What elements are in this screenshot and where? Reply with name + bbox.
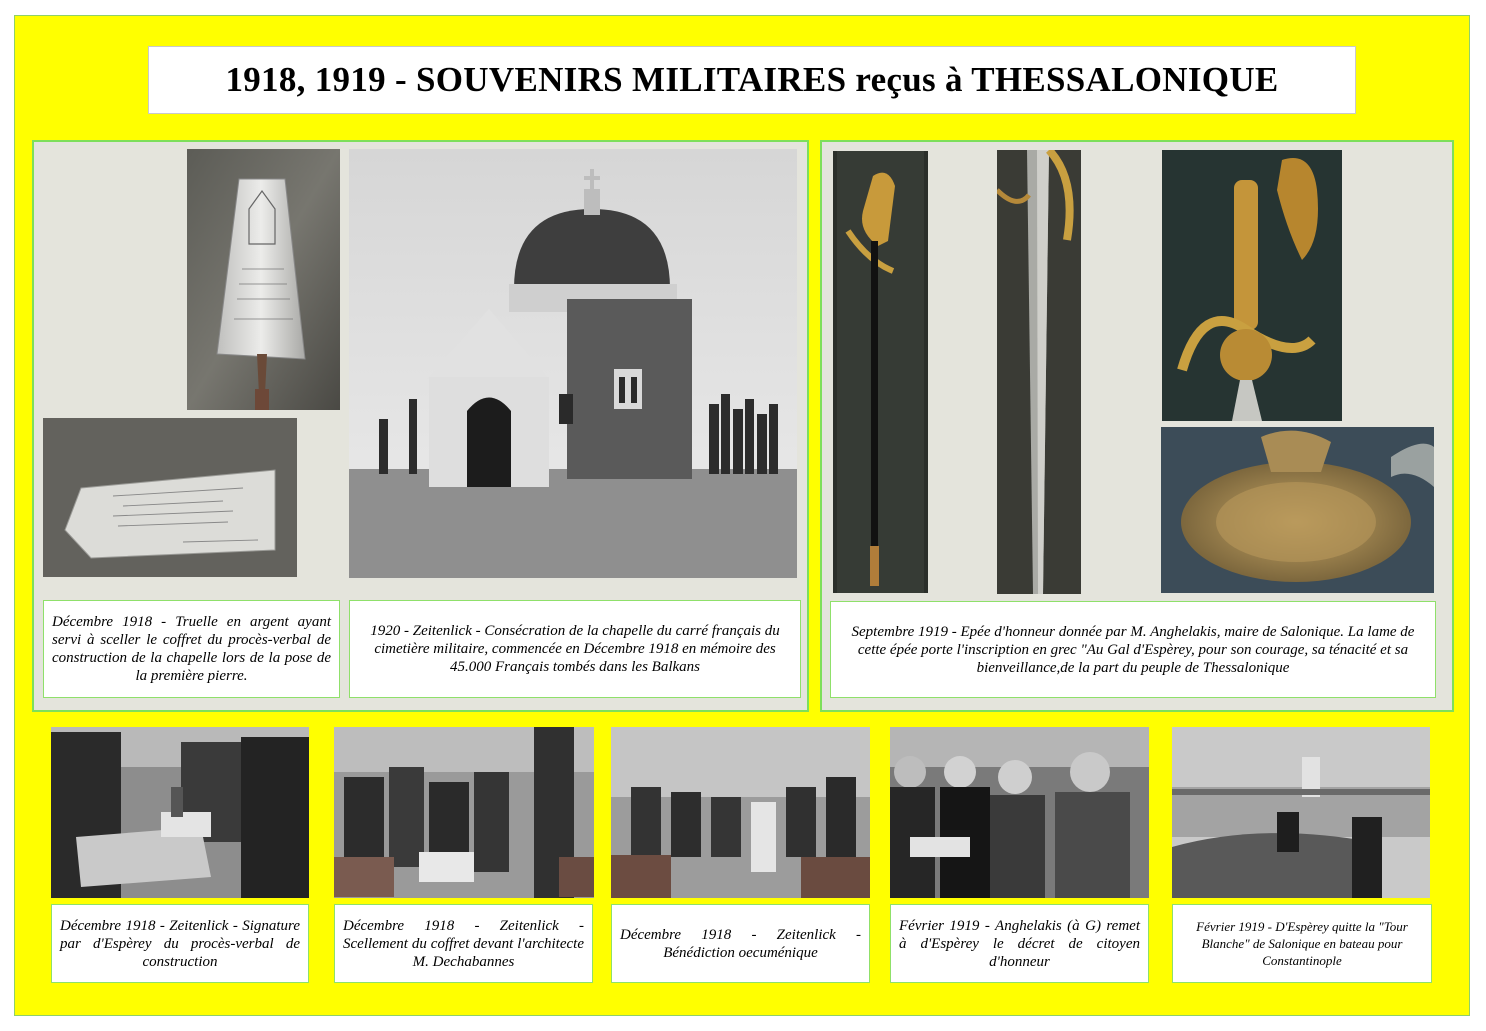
caption-sword: Septembre 1919 - Epée d'honneur donnée par M. Anghelakis, maire de Salonique. La lame de cette épée porte l'inscription en grec "Au Gal d'Espèrey, pour son courage, sa ténacité et sa bienveillance,de la part du peuple de Thessalonique	[830, 601, 1436, 698]
photo-sealing	[334, 727, 594, 898]
photo-sword-hilt	[1162, 150, 1342, 421]
photo-blessing	[611, 727, 870, 898]
caption-sealing: Décembre 1918 - Zeitenlick - Scellement du coffret devant l'architecte M. Dechabannes	[334, 904, 593, 983]
photo-trowel-vertical	[187, 149, 340, 410]
caption-signature: Décembre 1918 - Zeitenlick - Signature par d'Espèrey du procès-verbal de construction	[51, 904, 309, 983]
caption-trowel: Décembre 1918 - Truelle en argent ayant servi à sceller le coffret du procès-verbal de construction de la chapelle lors de la pose de la première pierre.	[43, 600, 340, 698]
page-title: 1918, 1919 - SOUVENIRS MILITAIRES reçus à THESSALONIQUE	[148, 46, 1356, 114]
photo-departure	[1172, 727, 1430, 898]
caption-chapel: 1920 - Zeitenlick - Consécration de la chapelle du carré français du cimetière militaire, commencée en Décembre 1918 en mémoire des 45.000 Français tombés dans les Balkans	[349, 600, 801, 698]
photo-signature	[51, 727, 309, 898]
caption-decree: Février 1919 - Anghelakis (à G) remet à d'Espèrey le décret de citoyen d'honneur	[890, 904, 1149, 983]
photo-sword-guard	[1161, 427, 1434, 593]
photo-sword-blade	[997, 150, 1081, 594]
caption-departure: Février 1919 - D'Espèrey quitte la "Tour Blanche" de Salonique en bateau pour Constantinople	[1172, 904, 1432, 983]
photo-trowel-horizontal	[43, 418, 297, 577]
photo-sword-case	[833, 151, 928, 593]
caption-blessing: Décembre 1918 - Zeitenlick - Bénédiction oecuménique	[611, 904, 870, 983]
photo-chapel	[349, 149, 797, 578]
photo-decree	[890, 727, 1149, 898]
